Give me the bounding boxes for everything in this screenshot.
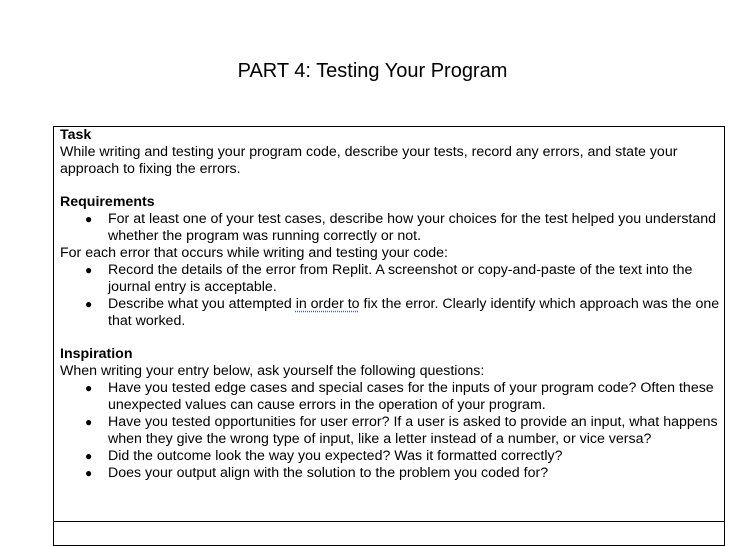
inspiration-heading: Inspiration <box>60 346 133 362</box>
bullet-icon: ● <box>85 466 93 480</box>
list-item <box>60 262 720 296</box>
bullet-icon: ● <box>85 415 93 429</box>
requirements-list-a <box>60 211 720 245</box>
table-row-divider <box>53 521 725 522</box>
list-item <box>60 448 720 465</box>
grammar-flagged-phrase[interactable]: in order to <box>295 296 360 312</box>
list-item <box>60 380 720 414</box>
bullet-icon: ● <box>85 381 93 395</box>
list-item-text: Have you tested opportunities for user error? If a user is asked to provide an input, what happens when they give the wrong type of input, like a letter instead of a number, or vice versa? <box>108 414 718 447</box>
requirements-list-b <box>60 262 720 330</box>
list-item-text-after: fix the error. Clearly identify which approach was the one that worked. <box>108 296 720 329</box>
task-cell <box>60 127 720 482</box>
list-item <box>60 211 720 245</box>
list-item-text: For at least one of your test cases, describe how your choices for the test helped you understand whether the program was running correctly or not. <box>108 211 717 244</box>
task-heading: Task <box>60 127 92 143</box>
bullet-icon: ● <box>85 263 93 277</box>
list-item-text-before: Describe what you attempted <box>108 296 296 312</box>
inspiration-list <box>60 380 720 482</box>
list-item-text: Does your output align with the solution to the problem you coded for? <box>108 465 549 481</box>
requirements-heading: Requirements <box>60 194 155 210</box>
list-item <box>60 296 720 330</box>
task-text: While writing and testing your program code, describe your tests, record any errors, and state your approach to fixing the errors. <box>60 144 678 177</box>
inspiration-intro: When writing your entry below, ask yourself the following questions: <box>60 363 485 379</box>
list-item <box>60 414 720 448</box>
requirements-intro-b: For each error that occurs while writing and testing your code: <box>60 245 448 261</box>
bullet-icon: ● <box>85 212 93 226</box>
page-title: PART 4: Testing Your Program <box>237 60 508 82</box>
list-item <box>60 465 720 482</box>
list-item-text: Have you tested edge cases and special cases for the inputs of your program code? Often these unexpected values can cause errors in the operation of your program. <box>108 380 714 413</box>
list-item-text: Record the details of the error from Replit. A screenshot or copy-and-paste of the text into the journal entry is acceptable. <box>108 262 693 295</box>
bullet-icon: ● <box>85 449 93 463</box>
bullet-icon: ● <box>85 297 93 311</box>
list-item-text: Did the outcome look the way you expected? Was it formatted correctly? <box>108 448 563 464</box>
